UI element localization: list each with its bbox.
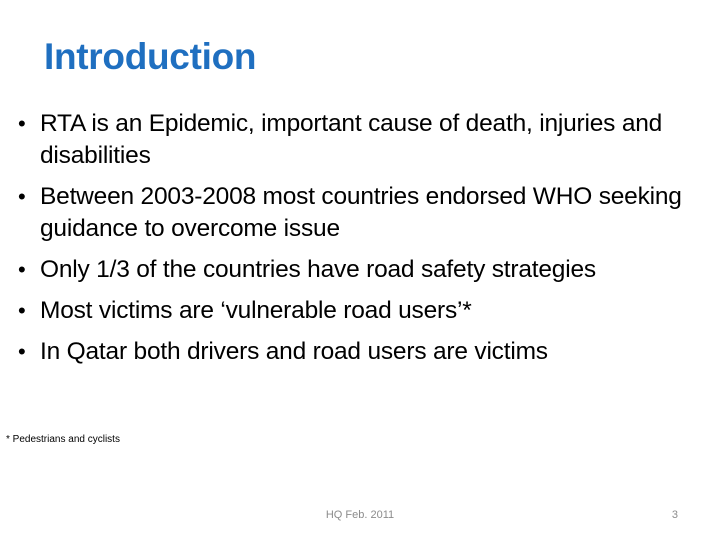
bullet-dot-icon: •	[18, 298, 26, 323]
footnote: * Pedestrians and cyclists	[6, 434, 120, 445]
bullet-dot-icon: •	[18, 257, 26, 282]
bullet-list	[18, 108, 708, 377]
bullet-item	[18, 181, 708, 245]
bullet-item	[18, 254, 708, 286]
footer-text: HQ Feb. 2011	[325, 509, 395, 521]
bullet-dot-icon: •	[18, 339, 26, 364]
bullet-dot-icon: •	[18, 184, 26, 209]
bullet-dot-icon: •	[18, 111, 26, 136]
bullet-text: In Qatar both drivers and road users are victims	[40, 338, 548, 365]
page-number: 3	[671, 509, 678, 521]
bullet-item	[18, 295, 708, 327]
bullet-text: Only 1/3 of the countries have road safety strategies	[40, 256, 596, 283]
bullet-text: Between 2003-2008 most countries endorsed WHO seeking guidance to overcome issue	[40, 183, 682, 242]
bullet-text: Most victims are ‘vulnerable road users’*	[40, 297, 472, 324]
bullet-item	[18, 108, 708, 172]
bullet-text: RTA is an Epidemic, important cause of death, injuries and disabilities	[40, 110, 663, 169]
slide-title: Introduction	[44, 36, 257, 77]
bullet-item	[18, 336, 708, 368]
